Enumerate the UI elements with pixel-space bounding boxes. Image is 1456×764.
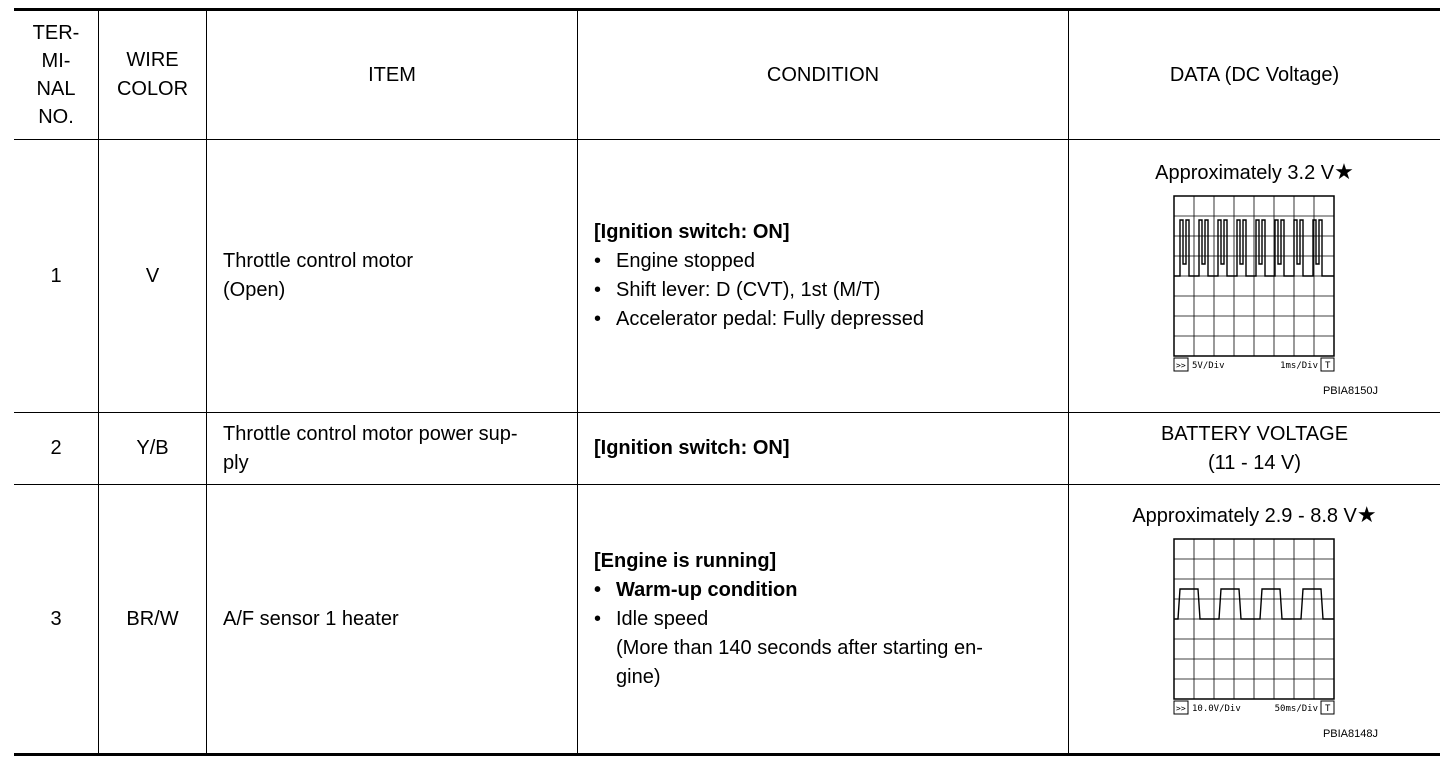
bullet-dot-icon: • [594, 279, 602, 301]
header-data: DATA (DC Voltage) [1069, 10, 1441, 140]
star-icon: ★ [1334, 158, 1354, 184]
bullet-dot-icon: • [594, 250, 602, 272]
data-cell [1069, 140, 1441, 413]
terminal-data-table [14, 8, 1440, 756]
header-terminal-line: NAL [36, 78, 76, 100]
scope-suffix: T [1324, 703, 1330, 714]
bullet-note-line: (More than 140 seconds after starting en- [616, 636, 983, 659]
item-cell [207, 140, 578, 413]
condition-title: [Engine is running] [594, 549, 777, 572]
wire-color: Y/B [99, 413, 207, 485]
data-value-text: Approximately 2.9 - 8.8 V [1132, 504, 1357, 527]
star-icon: ★ [1356, 501, 1377, 527]
bullet-text: Warm-up condition [616, 578, 798, 601]
item-line: A/F sensor 1 heater [223, 607, 399, 630]
bullet-text: Engine stopped [616, 250, 756, 272]
header-item: ITEM [207, 10, 578, 140]
condition-bullet [594, 305, 1058, 334]
data-content [1069, 149, 1440, 404]
header-condition: CONDITION [578, 10, 1069, 140]
bullet-text: Idle speed [616, 607, 709, 630]
header-terminal-line: TER- [32, 22, 80, 44]
scope-volt-div: 5V/Div [1191, 360, 1225, 371]
data-content [1069, 492, 1440, 747]
terminal-no: 2 [14, 413, 99, 485]
terminal-no: 1 [14, 140, 99, 413]
condition-cell [578, 140, 1069, 413]
data-line: BATTERY VOLTAGE [1160, 422, 1349, 445]
terminal-data-table-sheet [14, 8, 1440, 756]
bullet-text: Shift lever: D (CVT), 1st (M/T) [616, 279, 881, 301]
condition-bullet [594, 576, 1058, 605]
header-wire-line: COLOR [116, 78, 189, 100]
condition-cell [578, 413, 1069, 485]
item-cell [207, 485, 578, 755]
data-cell [1069, 485, 1441, 755]
item-line: (Open) [223, 279, 286, 301]
bullet-dot-icon: • [594, 578, 602, 601]
table-row [14, 413, 1440, 485]
scope-volt-div: 10.0V/Div [1191, 703, 1241, 714]
condition-title: [Ignition switch: ON] [594, 437, 790, 459]
data-value [1155, 157, 1354, 188]
bullet-text: Accelerator pedal: Fully depressed [616, 308, 924, 330]
condition-title: [Ignition switch: ON] [594, 221, 790, 243]
data-cell [1069, 413, 1441, 485]
scope-prefix: >> [1175, 360, 1186, 370]
wire-color: V [99, 140, 207, 413]
header-row [14, 10, 1440, 140]
condition-bullet [594, 276, 1058, 305]
terminal-no: 3 [14, 485, 99, 755]
condition-cell [578, 485, 1069, 755]
scope-time-div: 1ms/Div [1279, 360, 1318, 371]
bullet-note-line: gine) [616, 665, 661, 688]
item-line: Throttle control motor power sup- [223, 422, 518, 445]
header-wire-line: WIRE [126, 49, 179, 71]
data-line: (11 - 14 V) [1208, 451, 1301, 474]
item-line: ply [223, 451, 249, 474]
condition-bullet [594, 247, 1058, 276]
figure-code: PBIA8150J [1322, 384, 1378, 397]
item-line: Throttle control motor [223, 250, 414, 272]
wire-color: BR/W [99, 485, 207, 755]
header-terminal-line: NO. [38, 106, 74, 128]
scope-prefix: >> [1175, 703, 1186, 713]
data-value [1132, 500, 1376, 531]
scope-suffix: T [1324, 360, 1330, 371]
table-row [14, 485, 1440, 755]
oscilloscope-waveform-3 [1172, 537, 1338, 719]
scope-time-div: 50ms/Div [1274, 703, 1318, 714]
header-terminal-line: MI- [41, 50, 71, 72]
table-row [14, 140, 1440, 413]
data-value-text: Approximately 3.2 V [1155, 161, 1335, 184]
figure-code: PBIA8148J [1322, 727, 1378, 740]
condition-bullet [594, 605, 1058, 634]
oscilloscope-waveform-1 [1172, 194, 1338, 376]
item-cell [207, 413, 578, 485]
bullet-dot-icon: • [594, 607, 602, 630]
header-wire-color [99, 10, 207, 140]
header-terminal-no [14, 10, 99, 140]
bullet-dot-icon: • [594, 308, 602, 330]
